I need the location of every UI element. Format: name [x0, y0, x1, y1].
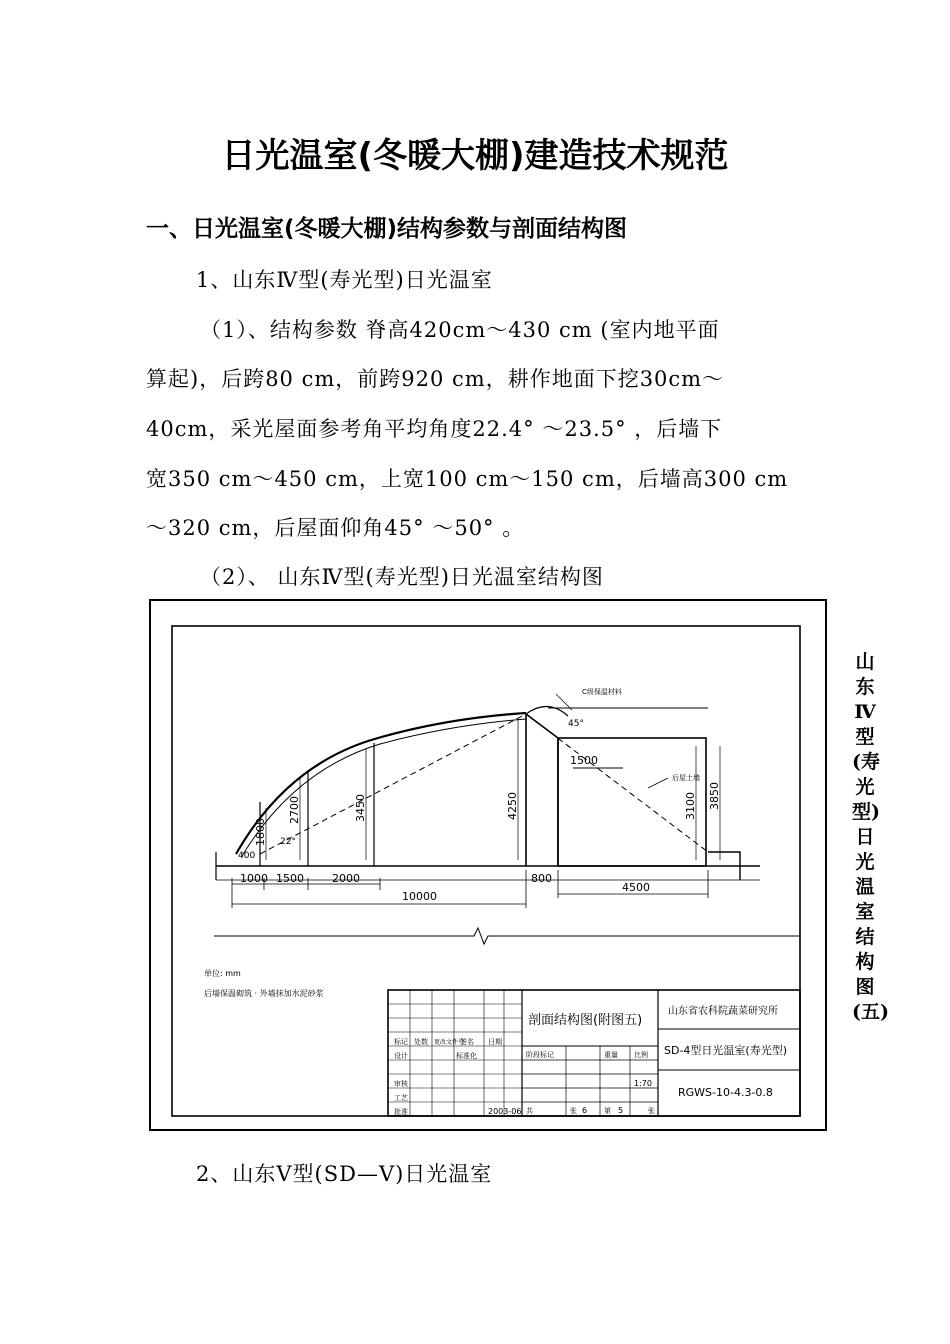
- paragraph-line: 40cm，采光屋面参考角平均角度22.4° ～23.5° ，后墙下: [146, 417, 723, 441]
- annotation: C级保温材料: [582, 688, 622, 696]
- drawing-stroke: [648, 778, 668, 788]
- angle-label: 45°: [568, 719, 584, 729]
- roof-arch: [236, 713, 526, 854]
- dim-label: 1800: [254, 818, 267, 846]
- annotation: 后屋土墙: [672, 774, 700, 782]
- table-cell: 张: [648, 1107, 655, 1115]
- side-caption: 山东Ⅳ型(寿光型)日光温室结构图(五): [852, 651, 889, 1023]
- page-title: 日光温室(冬暖大棚)建造技术规范: [221, 136, 729, 176]
- angle-label: 22°: [280, 837, 296, 847]
- table-cell: 处数: [414, 1038, 428, 1046]
- table-cell: 工艺: [394, 1094, 408, 1102]
- subsection-heading: 2、山东Ⅴ型(SD—Ⅴ)日光温室: [196, 1162, 493, 1186]
- drawing-code: RGWS-10-4.3-0.8: [678, 1086, 773, 1099]
- dim-label: 4500: [622, 881, 650, 894]
- sheet-number: 5: [618, 1106, 624, 1115]
- dim-label: 1500: [570, 754, 598, 767]
- title-block: [388, 990, 800, 1116]
- table-cell: 标准化: [456, 1052, 477, 1060]
- paragraph-line: 算起)，后跨80 cm，前跨920 cm，耕作地面下挖30cm～: [146, 367, 725, 391]
- table-cell: 阶段标记: [526, 1051, 554, 1059]
- scale-value: 1:70: [634, 1079, 652, 1088]
- dim-label: 3100: [684, 792, 697, 820]
- figure-caption: （2）、 山东Ⅳ型(寿光型)日光温室结构图: [200, 565, 604, 589]
- structure-drawing: [148, 598, 828, 1132]
- table-cell: 第: [604, 1107, 611, 1115]
- table-cell: 更改文件号: [434, 1039, 465, 1046]
- dim-label: 4250: [506, 792, 519, 820]
- paragraph-line: 宽350 cm～450 cm，上宽100 cm～150 cm，后墙高300 cm: [146, 467, 789, 491]
- institute-name: 山东省农科院蔬菜研究所: [668, 1006, 778, 1017]
- date-value: 2003-06: [488, 1107, 522, 1116]
- subsection-heading: 1、山东Ⅳ型(寿光型)日光温室: [196, 268, 493, 292]
- model-name: SD-4型日光温室(寿光型): [664, 1044, 788, 1057]
- drawing-stroke: [242, 719, 526, 856]
- sheet-total: 6: [582, 1106, 588, 1115]
- dim-label: 1000: [240, 872, 268, 885]
- table-cell: 标记: [394, 1038, 408, 1046]
- rear-roof: [526, 714, 558, 866]
- table-cell: 日期: [488, 1038, 502, 1046]
- break-line: [214, 928, 800, 944]
- dim-label: 3450: [354, 794, 367, 822]
- table-cell: 审核: [394, 1080, 408, 1088]
- table-cell: 共: [526, 1107, 533, 1115]
- inner-frame: [172, 626, 800, 1116]
- table-cell: 张: [570, 1107, 577, 1115]
- dim-label: 3850: [708, 782, 721, 810]
- table-cell: 设计: [394, 1052, 408, 1060]
- table-cell: 重量: [604, 1051, 618, 1059]
- drawing-name: 剖面结构图(附图五): [528, 1013, 643, 1028]
- dim-label: 400: [238, 851, 256, 861]
- dim-label: 2700: [288, 796, 301, 824]
- table-cell: 批准: [394, 1108, 408, 1116]
- unit-note: 单位: mm: [204, 969, 241, 978]
- dim-label: 2000: [332, 872, 360, 885]
- dim-label: 800: [531, 872, 552, 885]
- paragraph-line: （1）、结构参数 脊高420cm～430 cm (室内地平面: [200, 318, 720, 342]
- dim-label: 1500: [276, 872, 304, 885]
- section-heading: 一、日光温室(冬暖大棚)结构参数与剖面结构图: [146, 216, 628, 242]
- table-cell: 比例: [634, 1051, 648, 1059]
- paragraph-line: ～320 cm，后屋面仰角45° ～50° 。: [146, 516, 525, 540]
- wall-note: 后墙保温砌筑 · 外墙抹加水泥砂浆: [204, 989, 324, 998]
- dim-label: 10000: [402, 890, 437, 903]
- table-cell: 签名: [460, 1038, 474, 1046]
